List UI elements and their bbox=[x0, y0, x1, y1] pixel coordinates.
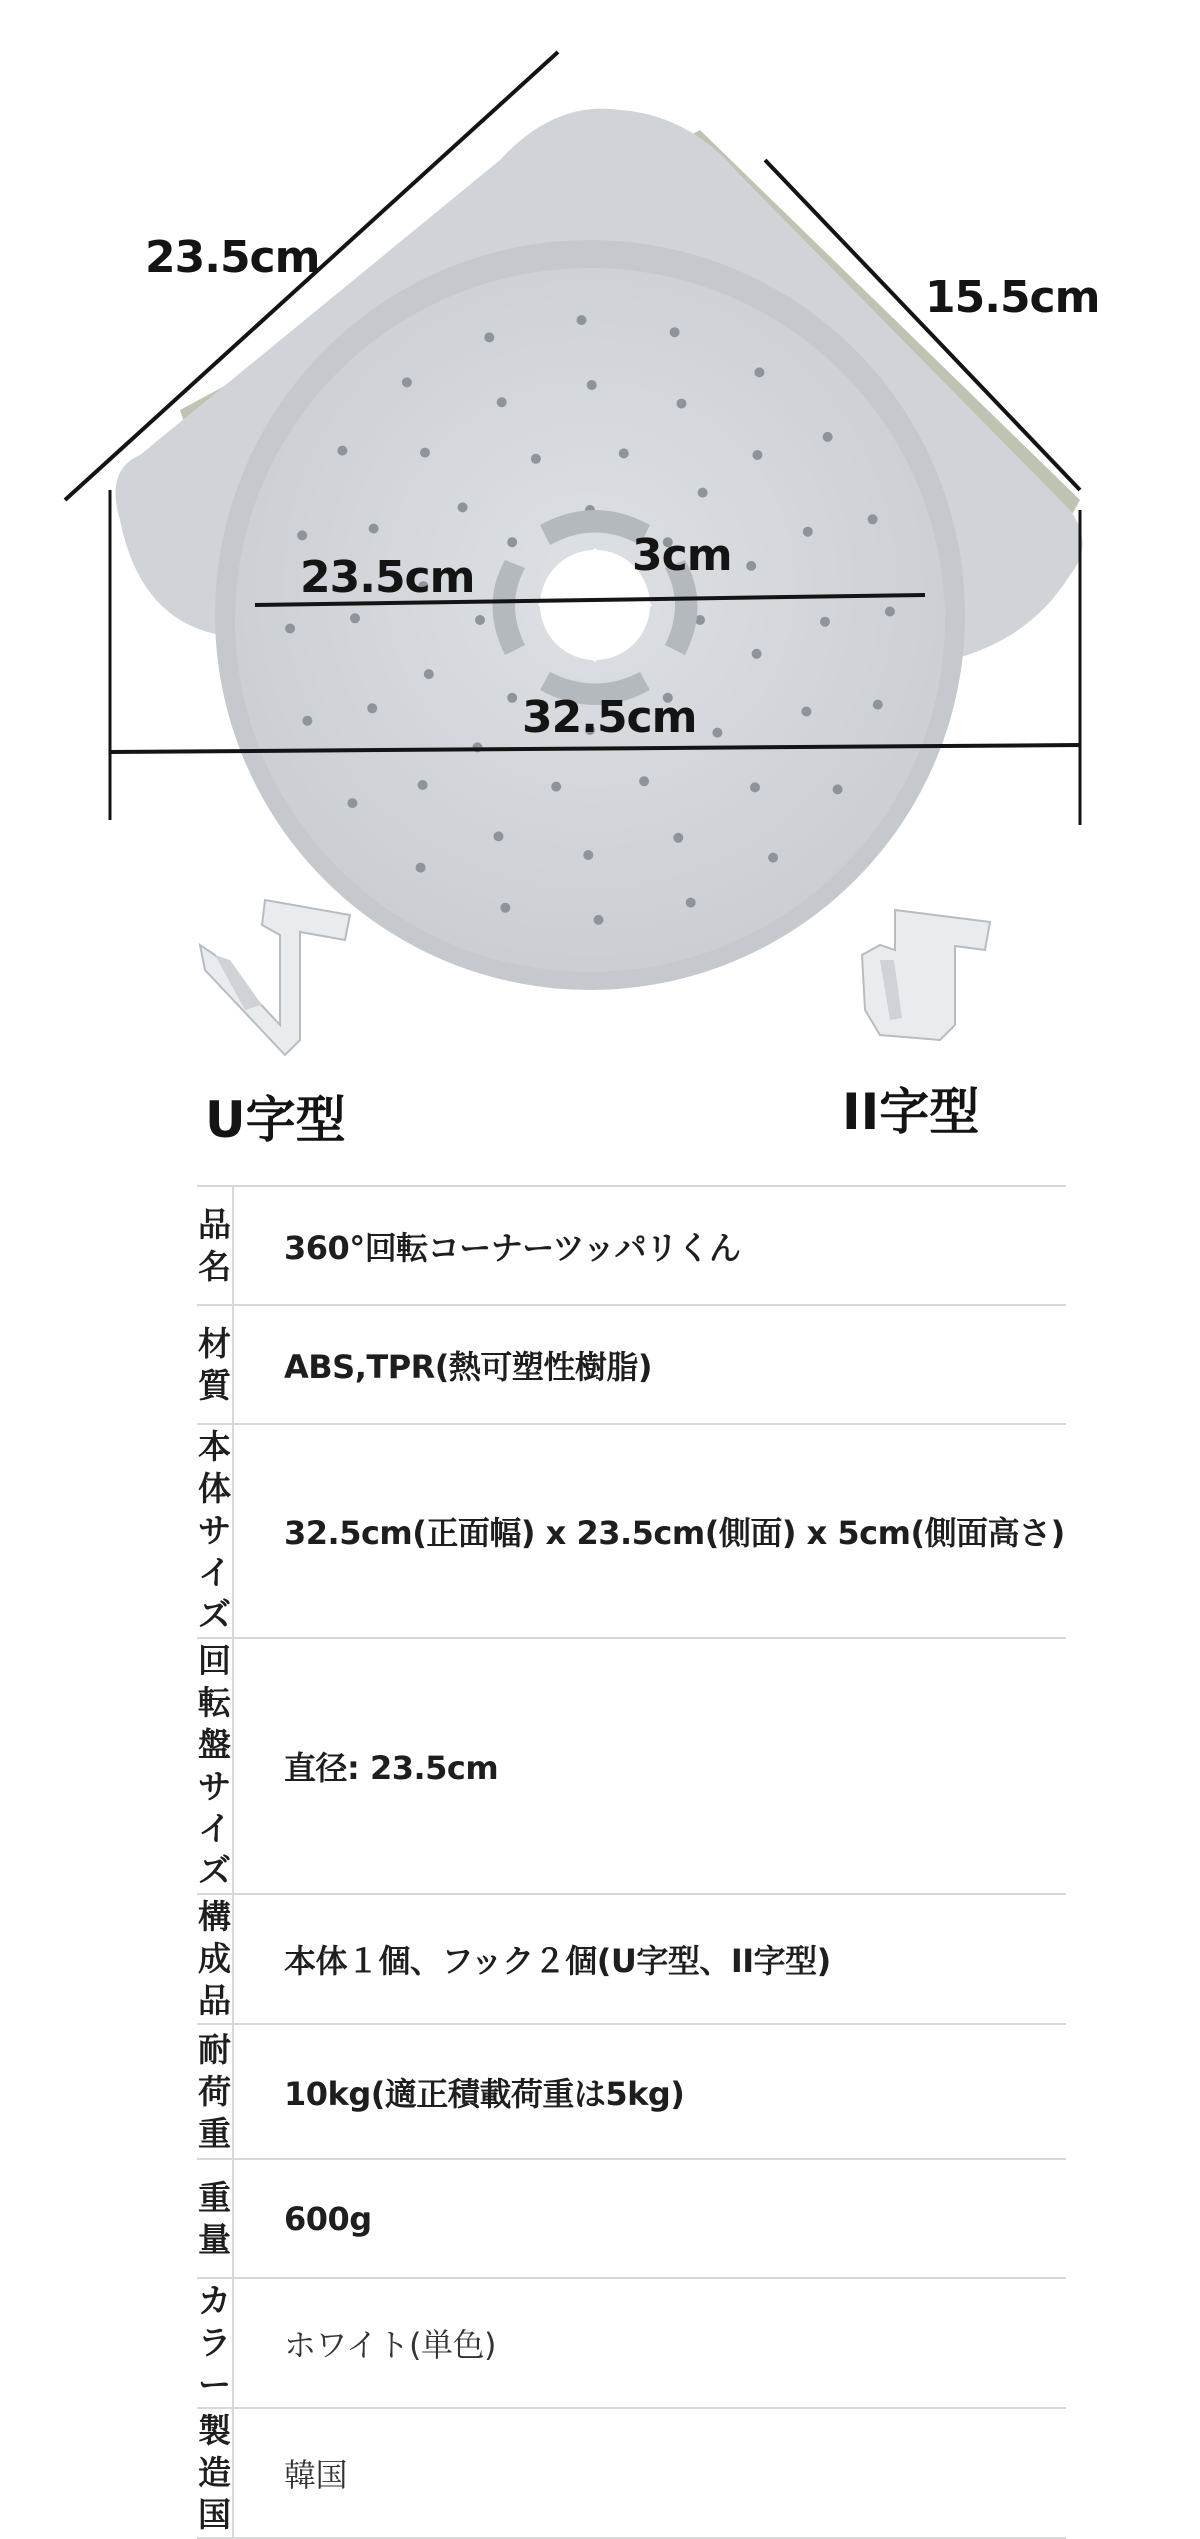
perforation-hole bbox=[823, 432, 833, 442]
u-hook-label: U字型 bbox=[205, 1091, 346, 1149]
perforation-hole bbox=[369, 524, 379, 534]
spec-value: 韓国 bbox=[233, 2408, 1066, 2538]
u-hook-illustration bbox=[200, 900, 350, 1055]
perforation-hole bbox=[587, 380, 597, 390]
perforation-hole bbox=[698, 488, 708, 498]
spec-row-origin bbox=[197, 2408, 1066, 2538]
perforation-hole bbox=[868, 514, 878, 524]
perforation-hole bbox=[752, 649, 762, 659]
perforation-hole bbox=[686, 898, 696, 908]
perforation-hole bbox=[803, 527, 813, 537]
dimension-front-width: 32.5cm bbox=[522, 692, 697, 743]
spec-row-color bbox=[197, 2278, 1066, 2408]
perforation-hole bbox=[484, 332, 494, 342]
perforation-hole bbox=[833, 784, 843, 794]
perforation-hole bbox=[350, 613, 360, 623]
spec-row-components bbox=[197, 1894, 1066, 2024]
perforation-hole bbox=[497, 397, 507, 407]
perforation-hole bbox=[297, 530, 307, 540]
perforation-hole bbox=[507, 693, 517, 703]
perforation-hole bbox=[475, 615, 485, 625]
spec-key: 製造国 bbox=[197, 2408, 233, 2538]
perforation-hole bbox=[639, 776, 649, 786]
dimension-hole: 3cm bbox=[632, 530, 732, 581]
ii-hook-illustration bbox=[862, 910, 990, 1040]
perforation-hole bbox=[750, 782, 760, 792]
perforation-hole bbox=[367, 703, 377, 713]
dimension-side-left: 23.5cm bbox=[145, 232, 320, 283]
perforation-hole bbox=[302, 716, 312, 726]
spec-key: カラー bbox=[197, 2278, 233, 2408]
perforation-hole bbox=[347, 798, 357, 808]
spec-row-load-capacity bbox=[197, 2024, 1066, 2159]
perforation-hole bbox=[801, 707, 811, 717]
perforation-hole bbox=[507, 537, 517, 547]
spec-key: 本体 サイズ bbox=[197, 1424, 233, 1638]
spec-value: 360°回転コーナーツッパリくん bbox=[233, 1186, 1066, 1305]
spec-value: ホワイト(単色) bbox=[233, 2278, 1066, 2408]
spec-key: 材質 bbox=[197, 1305, 233, 1424]
spec-value: 32.5cm(正面幅) x 23.5cm(側面) x 5cm(側面高さ) bbox=[233, 1424, 1066, 1638]
perforation-hole bbox=[424, 669, 434, 679]
spec-key: 構成品 bbox=[197, 1894, 233, 2024]
spec-row-weight bbox=[197, 2159, 1066, 2278]
perforation-hole bbox=[752, 450, 762, 460]
spec-value: 直径: 23.5cm bbox=[233, 1638, 1066, 1894]
perforation-hole bbox=[583, 850, 593, 860]
ii-hook-label: II字型 bbox=[842, 1083, 980, 1141]
perforation-hole bbox=[285, 624, 295, 634]
dimension-side-right: 15.5cm bbox=[925, 272, 1100, 323]
perforation-hole bbox=[458, 502, 468, 512]
spec-key: 品名 bbox=[197, 1186, 233, 1305]
perforation-hole bbox=[820, 617, 830, 627]
perforation-hole bbox=[885, 607, 895, 617]
perforation-hole bbox=[873, 700, 883, 710]
perforation-hole bbox=[500, 903, 510, 913]
perforation-hole bbox=[677, 399, 687, 409]
perforation-hole bbox=[337, 446, 347, 456]
perforation-hole bbox=[754, 367, 764, 377]
product-diagram bbox=[0, 0, 1200, 1180]
corner-shelf-illustration bbox=[0, 0, 1200, 1180]
spec-row-disc-size bbox=[197, 1638, 1066, 1894]
perforation-hole bbox=[416, 863, 426, 873]
perforation-hole bbox=[768, 853, 778, 863]
spec-value: 10kg(適正積載荷重は5kg) bbox=[233, 2024, 1066, 2159]
perforation-hole bbox=[531, 454, 541, 464]
spec-row-name bbox=[197, 1186, 1066, 1305]
spec-row-material bbox=[197, 1305, 1066, 1424]
perforation-hole bbox=[619, 448, 629, 458]
perforation-hole bbox=[673, 833, 683, 843]
spec-value: 本体１個、フック２個(U字型、II字型) bbox=[233, 1894, 1066, 2024]
spec-table bbox=[197, 1185, 1066, 2539]
perforation-hole bbox=[670, 327, 680, 337]
spec-value: ABS,TPR(熱可塑性樹脂) bbox=[233, 1305, 1066, 1424]
perforation-hole bbox=[402, 377, 412, 387]
perforation-hole bbox=[594, 915, 604, 925]
perforation-hole bbox=[494, 831, 504, 841]
dimension-disc-diameter: 23.5cm bbox=[300, 552, 475, 603]
perforation-hole bbox=[420, 448, 430, 458]
perforation-hole bbox=[712, 728, 722, 738]
perforation-hole bbox=[577, 315, 587, 325]
perforation-hole bbox=[746, 561, 756, 571]
spec-key: 重量 bbox=[197, 2159, 233, 2278]
spec-row-body-size bbox=[197, 1424, 1066, 1638]
spec-key: 耐荷重 bbox=[197, 2024, 233, 2159]
perforation-hole bbox=[551, 782, 561, 792]
spec-key: 回転盤 サイズ bbox=[197, 1638, 233, 1894]
spec-value: 600g bbox=[233, 2159, 1066, 2278]
perforation-hole bbox=[418, 780, 428, 790]
